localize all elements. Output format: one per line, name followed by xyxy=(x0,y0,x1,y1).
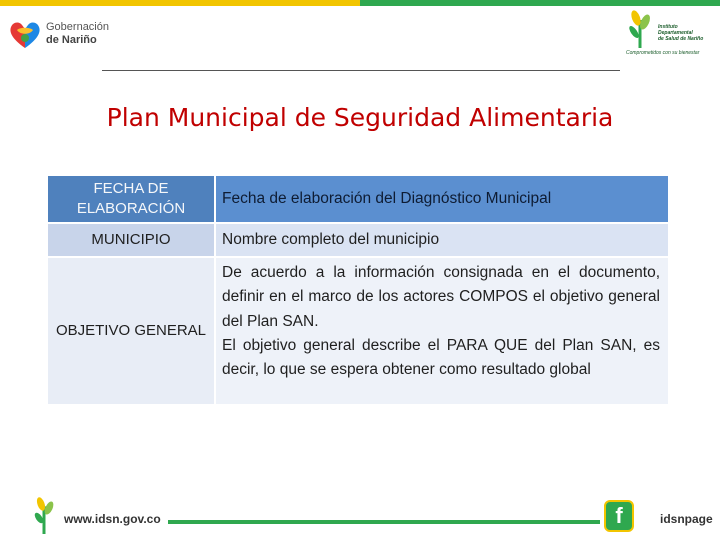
label-municipio: MUNICIPIO xyxy=(48,224,214,256)
value-objetivo-general xyxy=(216,258,668,404)
idsn-logo xyxy=(624,8,716,56)
objetivo-paragraph-1: De acuerdo a la información consignada en el documento, definir en el marco de los actores COMPOS el objetivo general del Plan SAN. xyxy=(222,264,660,330)
table-row-objetivo xyxy=(48,258,668,404)
footer-social-handle[interactable]: idsnpage xyxy=(660,512,713,526)
footer-plant-icon xyxy=(32,494,60,534)
plan-info-table xyxy=(48,176,668,404)
facebook-icon[interactable]: f xyxy=(604,500,634,532)
top-color-bar xyxy=(0,0,720,6)
top-bar-yellow xyxy=(0,0,360,6)
idsn-slogan: Comprometidos con su bienestar xyxy=(626,50,700,56)
idsn-name-line3: de Salud de Nariño xyxy=(658,36,704,42)
gobernacion-line1: Gobernación xyxy=(46,21,109,33)
idsn-name-line2: Departamental xyxy=(658,30,693,36)
label-objetivo-general: OBJETIVO GENERAL xyxy=(48,258,214,404)
wheat-plant-icon xyxy=(624,8,658,48)
top-bar-green xyxy=(360,0,720,6)
footer-divider xyxy=(168,520,600,524)
header-divider xyxy=(102,70,620,71)
value-municipio: Nombre completo del municipio xyxy=(216,224,668,256)
label-fecha-elaboracion: FECHA DE ELABORACIÓN xyxy=(48,176,214,222)
idsn-name-line1: Instituto xyxy=(658,24,678,30)
page-title: Plan Municipal de Seguridad Alimentaria xyxy=(106,103,614,132)
heart-logo-icon xyxy=(8,18,42,50)
gobernacion-line2: de Nariño xyxy=(46,34,97,46)
objetivo-paragraph-2: El objetivo general describe el PARA QUE del Plan SAN, es decir, lo que se espera obtener como resultado global xyxy=(222,336,660,379)
table-row-fecha xyxy=(48,176,668,222)
gobernacion-logo xyxy=(8,18,109,50)
table-row-municipio xyxy=(48,224,668,256)
value-fecha-elaboracion: Fecha de elaboración del Diagnóstico Municipal xyxy=(216,176,668,222)
footer-website-link[interactable]: www.idsn.gov.co xyxy=(64,512,161,526)
